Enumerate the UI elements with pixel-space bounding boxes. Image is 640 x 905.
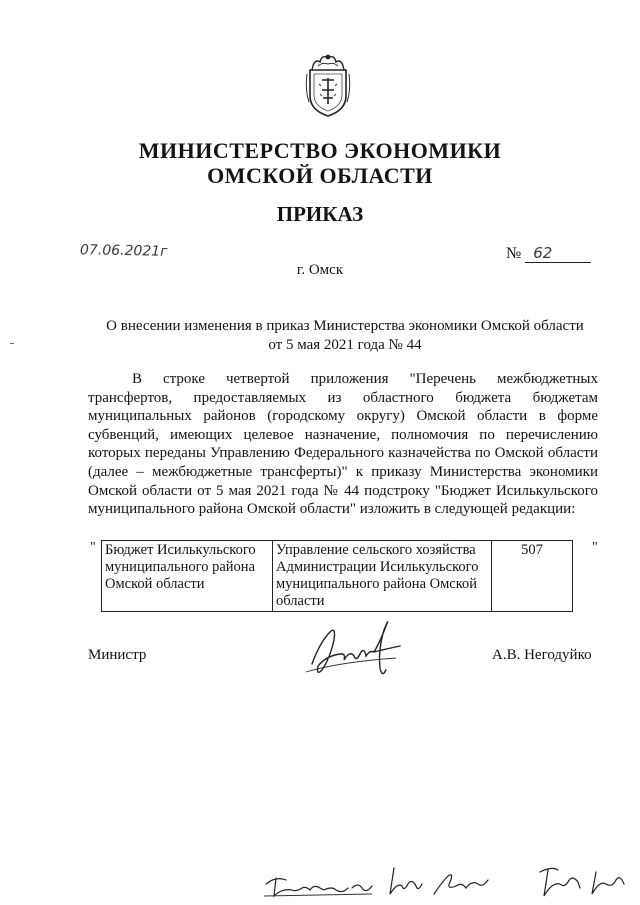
handwritten-date: 07.06.2021г	[79, 242, 168, 260]
signatory-position: Министр	[88, 647, 147, 663]
cell-administrator: Управление сельского хозяйства Администрации Исилькульского муниципального района Омской области	[273, 541, 492, 612]
order-number	[506, 244, 598, 263]
close-quote: "	[592, 540, 598, 555]
body-paragraph: В строке четвертой приложения "Перечень межбюджетных трансфертов, предоставляемых из областного бюджета бюджетам муниципальных районов (городскому округу) Омской области в форме субвенций, имеющих целевое назначение, полномочия по перечислению которых переданы Управлению Федерального казначейства по Омской области (далее – межбюджетные трансферты)" к приказу Министерства экономики Омской области от 5 мая 2021 года № 44 подстроку "Бюджет Исилькульского муниципального района Омской области" изложить в следующей редакции:	[88, 371, 598, 518]
document-type-heading: ПРИКАЗ	[276, 202, 364, 226]
approval-initials	[262, 858, 632, 902]
subject-line-1: О внесении изменения в приказ Министерства экономики Омской области	[106, 318, 584, 334]
handwritten-signature	[300, 612, 412, 682]
city-line: г. Омск	[296, 262, 344, 278]
ministry-title-line-2: ОМСКОЙ ОБЛАСТИ	[207, 163, 433, 188]
ministry-title-line-1: МИНИСТЕРСТВО ЭКОНОМИКИ	[138, 138, 502, 163]
amendment-table	[101, 540, 573, 612]
signatory-name: А.В. Негодуйко	[492, 647, 592, 663]
margin-mark	[10, 343, 14, 344]
number-label: №	[506, 245, 522, 262]
table-row	[102, 541, 573, 612]
subject-line-2: от 5 мая 2021 года № 44	[268, 337, 422, 353]
coat-of-arms-emblem	[304, 50, 352, 120]
number-value: 62	[525, 244, 591, 263]
open-quote: "	[90, 540, 96, 555]
cell-code: 507	[492, 541, 573, 612]
cell-budget: Бюджет Исилькульского муниципального района Омской области	[102, 541, 273, 612]
